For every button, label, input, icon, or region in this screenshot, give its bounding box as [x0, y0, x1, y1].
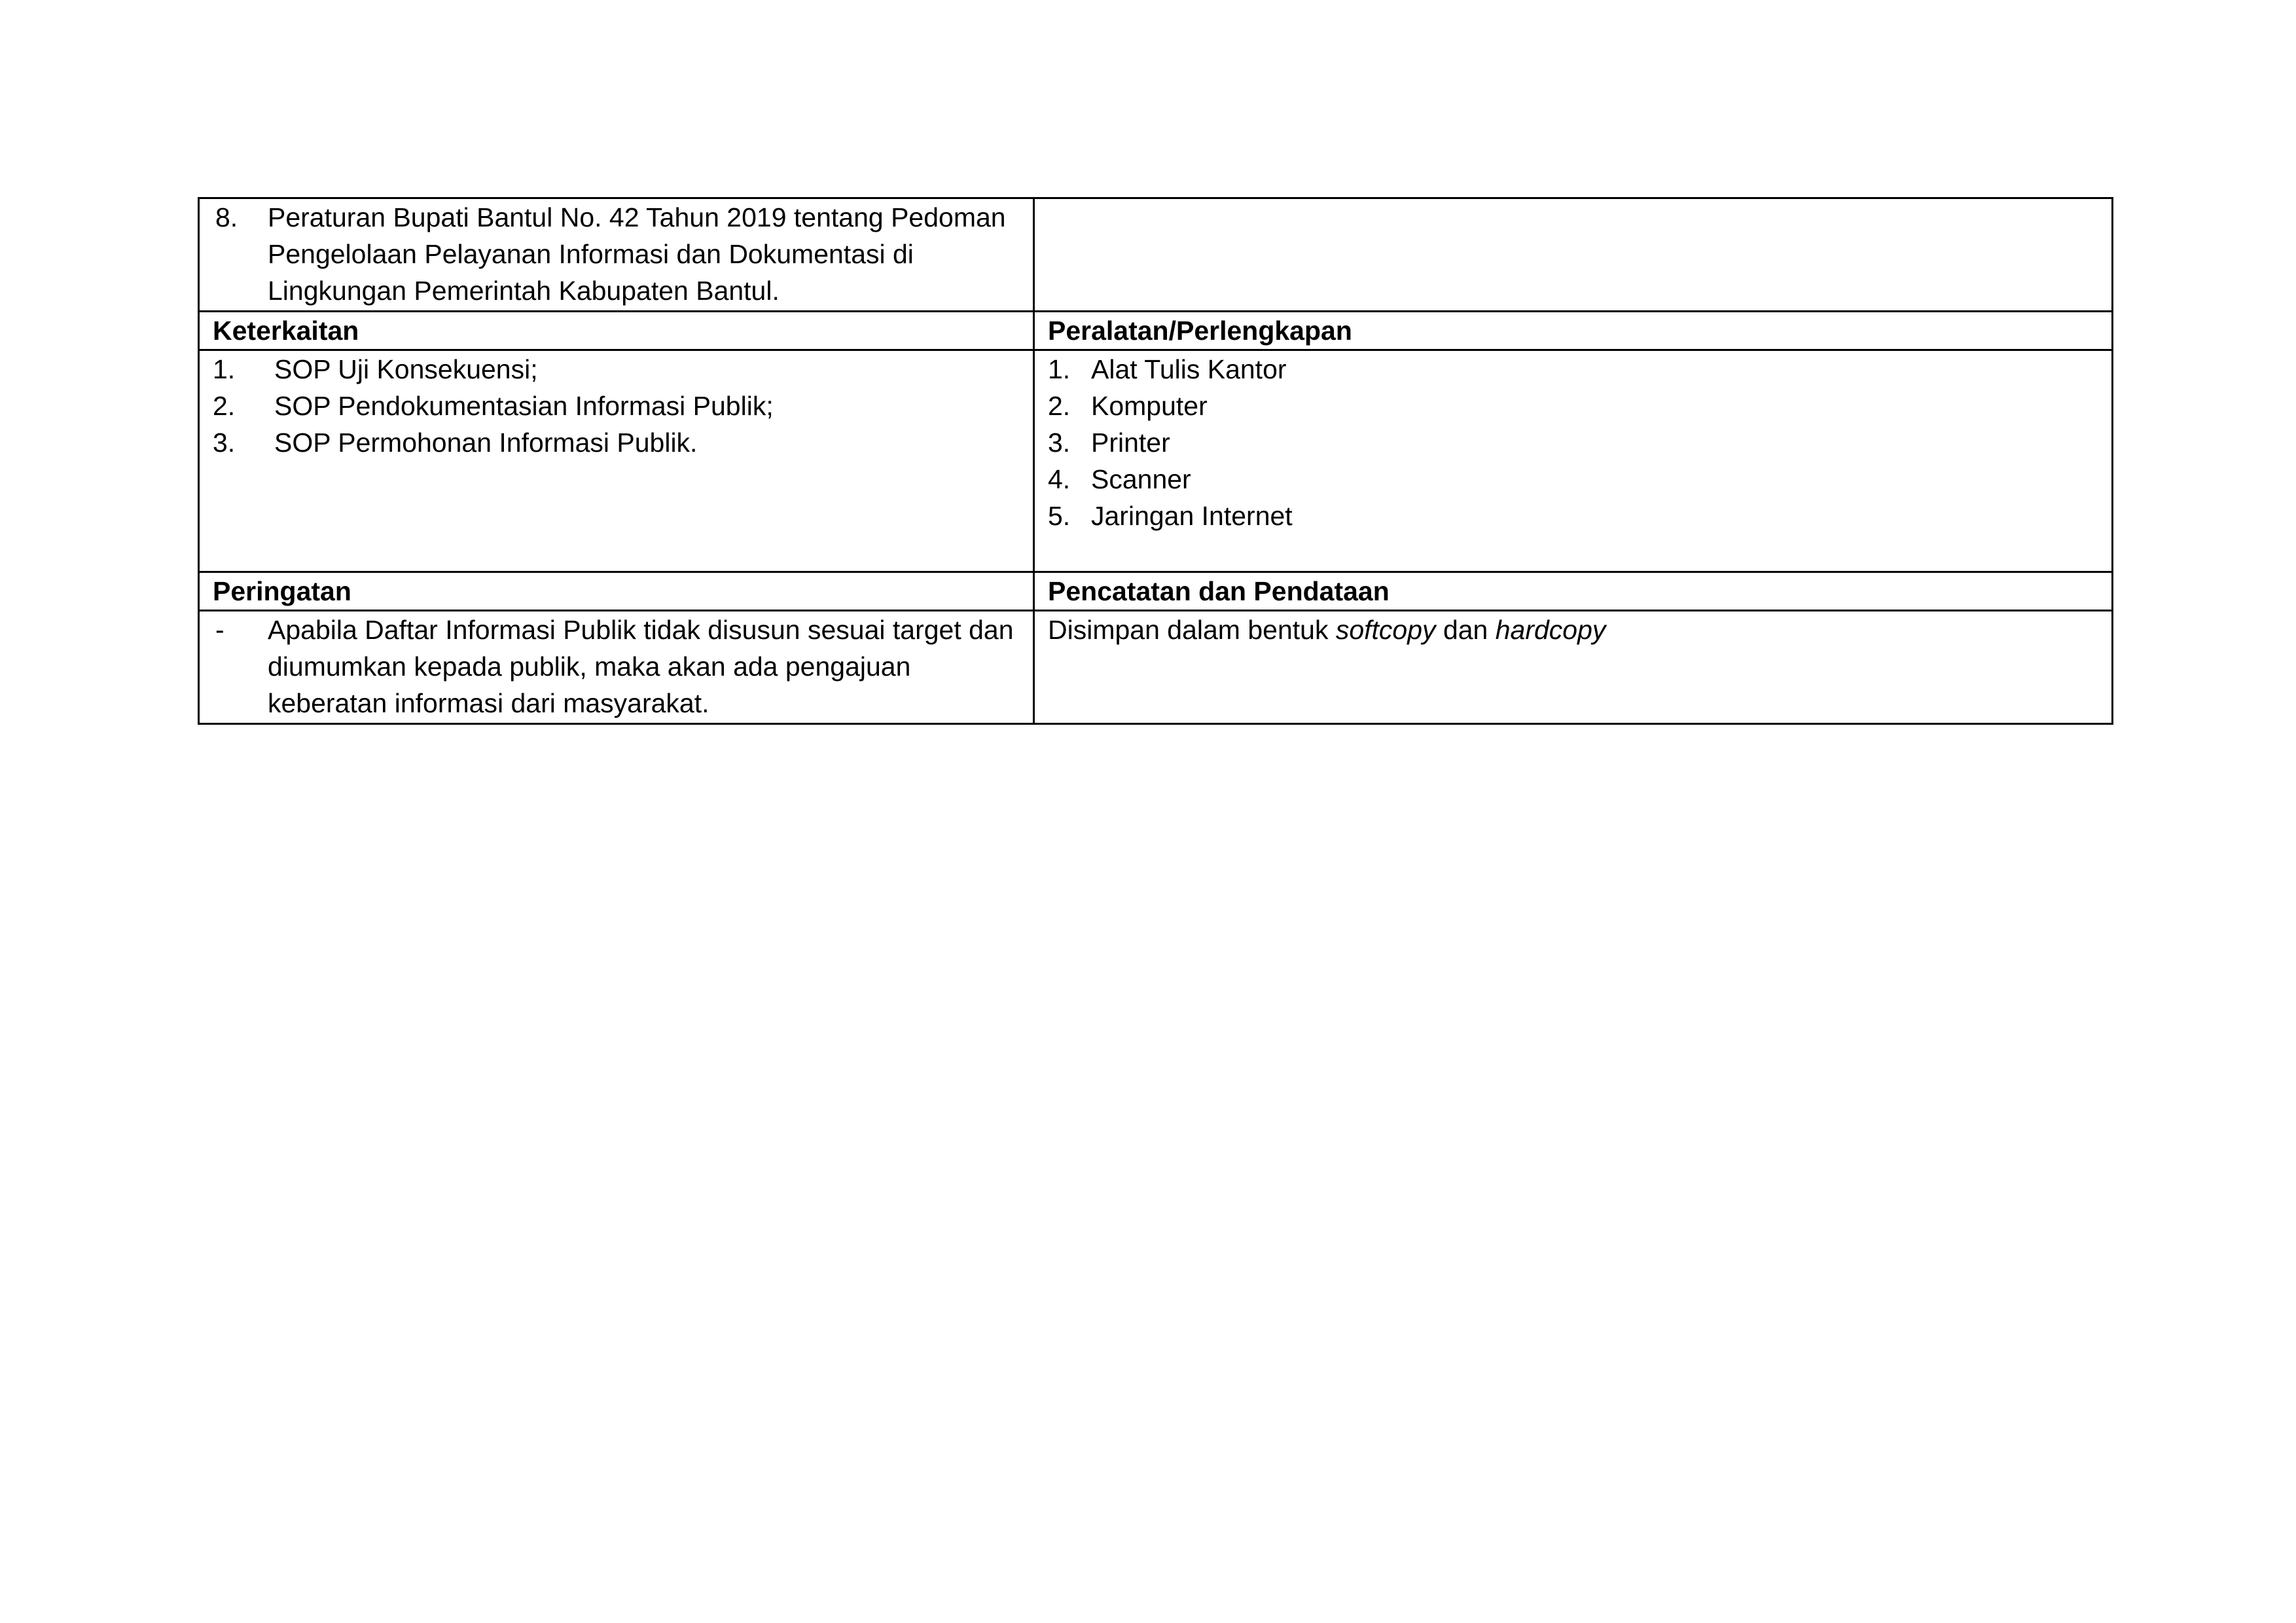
- sop-table: [198, 197, 2113, 725]
- references-cell: [199, 198, 1034, 312]
- peralatan-cell: [1034, 350, 2113, 572]
- list-item: [1048, 424, 2098, 461]
- keterkaitan-cell: [199, 350, 1034, 572]
- list-text: Scanner: [1091, 464, 1191, 494]
- list-number: 2.: [1048, 391, 1071, 421]
- list-item: [213, 351, 1020, 388]
- list-item: [1048, 388, 2098, 424]
- peringatan-cell: [199, 611, 1034, 724]
- pencatatan-text-prefix: Disimpan dalam bentuk: [1048, 615, 1336, 645]
- list-bullet: -: [215, 615, 224, 645]
- list-text: Peraturan Bupati Bantul No. 42 Tahun 2019 tentang Pedoman Pengelolaan Pelayanan Informasi dan Dokumentasi di Lingkungan Pemerintah Kabupaten Bantul.: [268, 202, 1006, 306]
- list-row: [199, 350, 2113, 572]
- peringatan-heading: Peringatan: [199, 572, 1034, 611]
- list-number: 4.: [1048, 464, 1071, 494]
- list-number: 1.: [213, 354, 236, 384]
- list-text: Komputer: [1091, 391, 1208, 421]
- pencatatan-cell: [1034, 611, 2113, 724]
- list-text: Alat Tulis Kantor: [1091, 354, 1287, 384]
- header-row-keterkaitan: [199, 312, 2113, 350]
- pencatatan-term-hardcopy: hardcopy: [1495, 615, 1606, 645]
- list-text: SOP Uji Konsekuensi;: [274, 354, 538, 384]
- list-number: 5.: [1048, 501, 1071, 531]
- list-number: 1.: [1048, 354, 1071, 384]
- list-item: [213, 611, 1020, 721]
- pencatatan-text-mid: dan: [1435, 615, 1496, 645]
- warning-row: [199, 611, 2113, 724]
- list-item: [213, 199, 1020, 309]
- peralatan-heading: Peralatan/Perlengkapan: [1034, 312, 2113, 350]
- list-number: 3.: [213, 428, 236, 458]
- pencatatan-term-softcopy: softcopy: [1335, 615, 1436, 645]
- list-item: [213, 388, 1020, 424]
- list-item: [1048, 351, 2098, 388]
- list-item: [1048, 461, 2098, 498]
- list-text: Printer: [1091, 428, 1170, 458]
- references-row: [199, 198, 2113, 312]
- list-number: 3.: [1048, 428, 1071, 458]
- list-text: SOP Pendokumentasian Informasi Publik;: [274, 391, 774, 421]
- list-number: 2.: [213, 391, 236, 421]
- list-text: Jaringan Internet: [1091, 501, 1293, 531]
- list-item: [1048, 498, 2098, 534]
- list-text: Apabila Daftar Informasi Publik tidak disusun sesuai target dan diumumkan kepada publik, maka akan ada pengajuan keberatan informasi dari masyarakat.: [268, 615, 1014, 718]
- references-empty-cell: [1034, 198, 2113, 312]
- header-row-peringatan: [199, 572, 2113, 611]
- pencatatan-heading: Pencatatan dan Pendataan: [1034, 572, 2113, 611]
- list-number: 8.: [215, 202, 238, 232]
- list-text: SOP Permohonan Informasi Publik.: [274, 428, 698, 458]
- list-item: [213, 424, 1020, 461]
- keterkaitan-heading: Keterkaitan: [199, 312, 1034, 350]
